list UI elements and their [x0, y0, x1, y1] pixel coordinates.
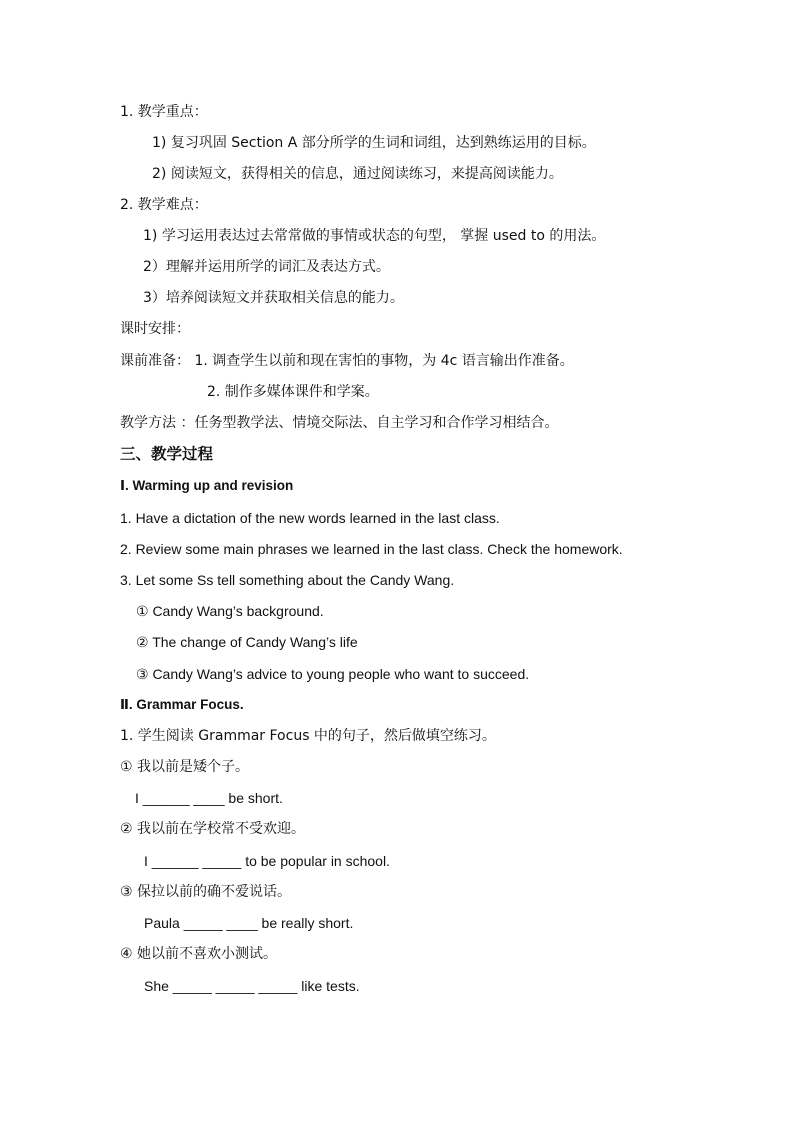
candy-subitem-2: ② The change of Candy Wang’s life	[136, 634, 358, 650]
step-1-item-3: 3. Let some Ss tell something about the Candy Wang.	[120, 572, 455, 588]
key-point-2: 2) 阅读短文，获得相关的信息，通过阅读练习，来提高阅读能力。	[152, 166, 563, 182]
exercise-3-blank: Paula _____ ____ be really short.	[144, 915, 354, 931]
exercise-3-prompt: ③ 保拉以前的确不爱说话。	[120, 884, 292, 900]
preparation-item-2: 2. 制作多媒体课件和学案。	[207, 384, 379, 400]
difficulty-2: 2）理解并运用所学的词汇及表达方式。	[143, 259, 390, 275]
candy-subitem-3: ③ Candy Wang’s advice to young people who want to succeed.	[136, 666, 530, 682]
exercise-1-prompt: ① 我以前是矮个子。	[120, 759, 250, 775]
step-1-heading: Ⅰ. Warming up and revision	[120, 478, 294, 493]
difficulties-heading: 2. 教学难点：	[120, 197, 208, 213]
difficulty-1: 1) 学习运用表达过去常常做的事情或状态的句型， 掌握 used to 的用法。	[143, 228, 606, 244]
step-2-instruction: 1. 学生阅读 Grammar Focus 中的句子，然后做填空练习。	[120, 728, 496, 744]
exercise-4-prompt: ④ 她以前不喜欢小测试。	[120, 946, 278, 962]
exercise-4-blank: She _____ _____ _____ like tests.	[144, 978, 360, 994]
step-1-item-2: 2. Review some main phrases we learned in the last class. Check the homework.	[120, 541, 623, 557]
schedule-label: 课时安排：	[120, 321, 190, 337]
exercise-2-prompt: ② 我以前在学校常不受欢迎。	[120, 821, 306, 837]
step-1-item-1: 1. Have a dictation of the new words learned in the last class.	[120, 510, 500, 526]
preparation-item-1: 课前准备： 1. 调查学生以前和现在害怕的事物，为 4c 语言输出作准备。	[120, 353, 574, 369]
step-2-heading: Ⅱ. Grammar Focus.	[120, 697, 244, 712]
section-heading-process: 三、教学过程	[120, 445, 214, 463]
candy-subitem-1: ① Candy Wang’s background.	[136, 603, 324, 619]
teaching-methods: 教学方法 ：任务型教学法、情境交际法、自主学习和合作学习相结合。	[120, 415, 559, 431]
key-point-1: 1) 复习巩固 Section A 部分所学的生词和词组，达到熟练运用的目标。	[152, 135, 596, 151]
exercise-1-blank: I ______ ____ be short.	[135, 790, 283, 806]
difficulty-3: 3）培养阅读短文并获取相关信息的能力。	[143, 290, 404, 306]
key-points-heading: 1. 教学重点：	[120, 104, 208, 120]
exercise-2-blank: I ______ _____ to be popular in school.	[144, 853, 390, 869]
